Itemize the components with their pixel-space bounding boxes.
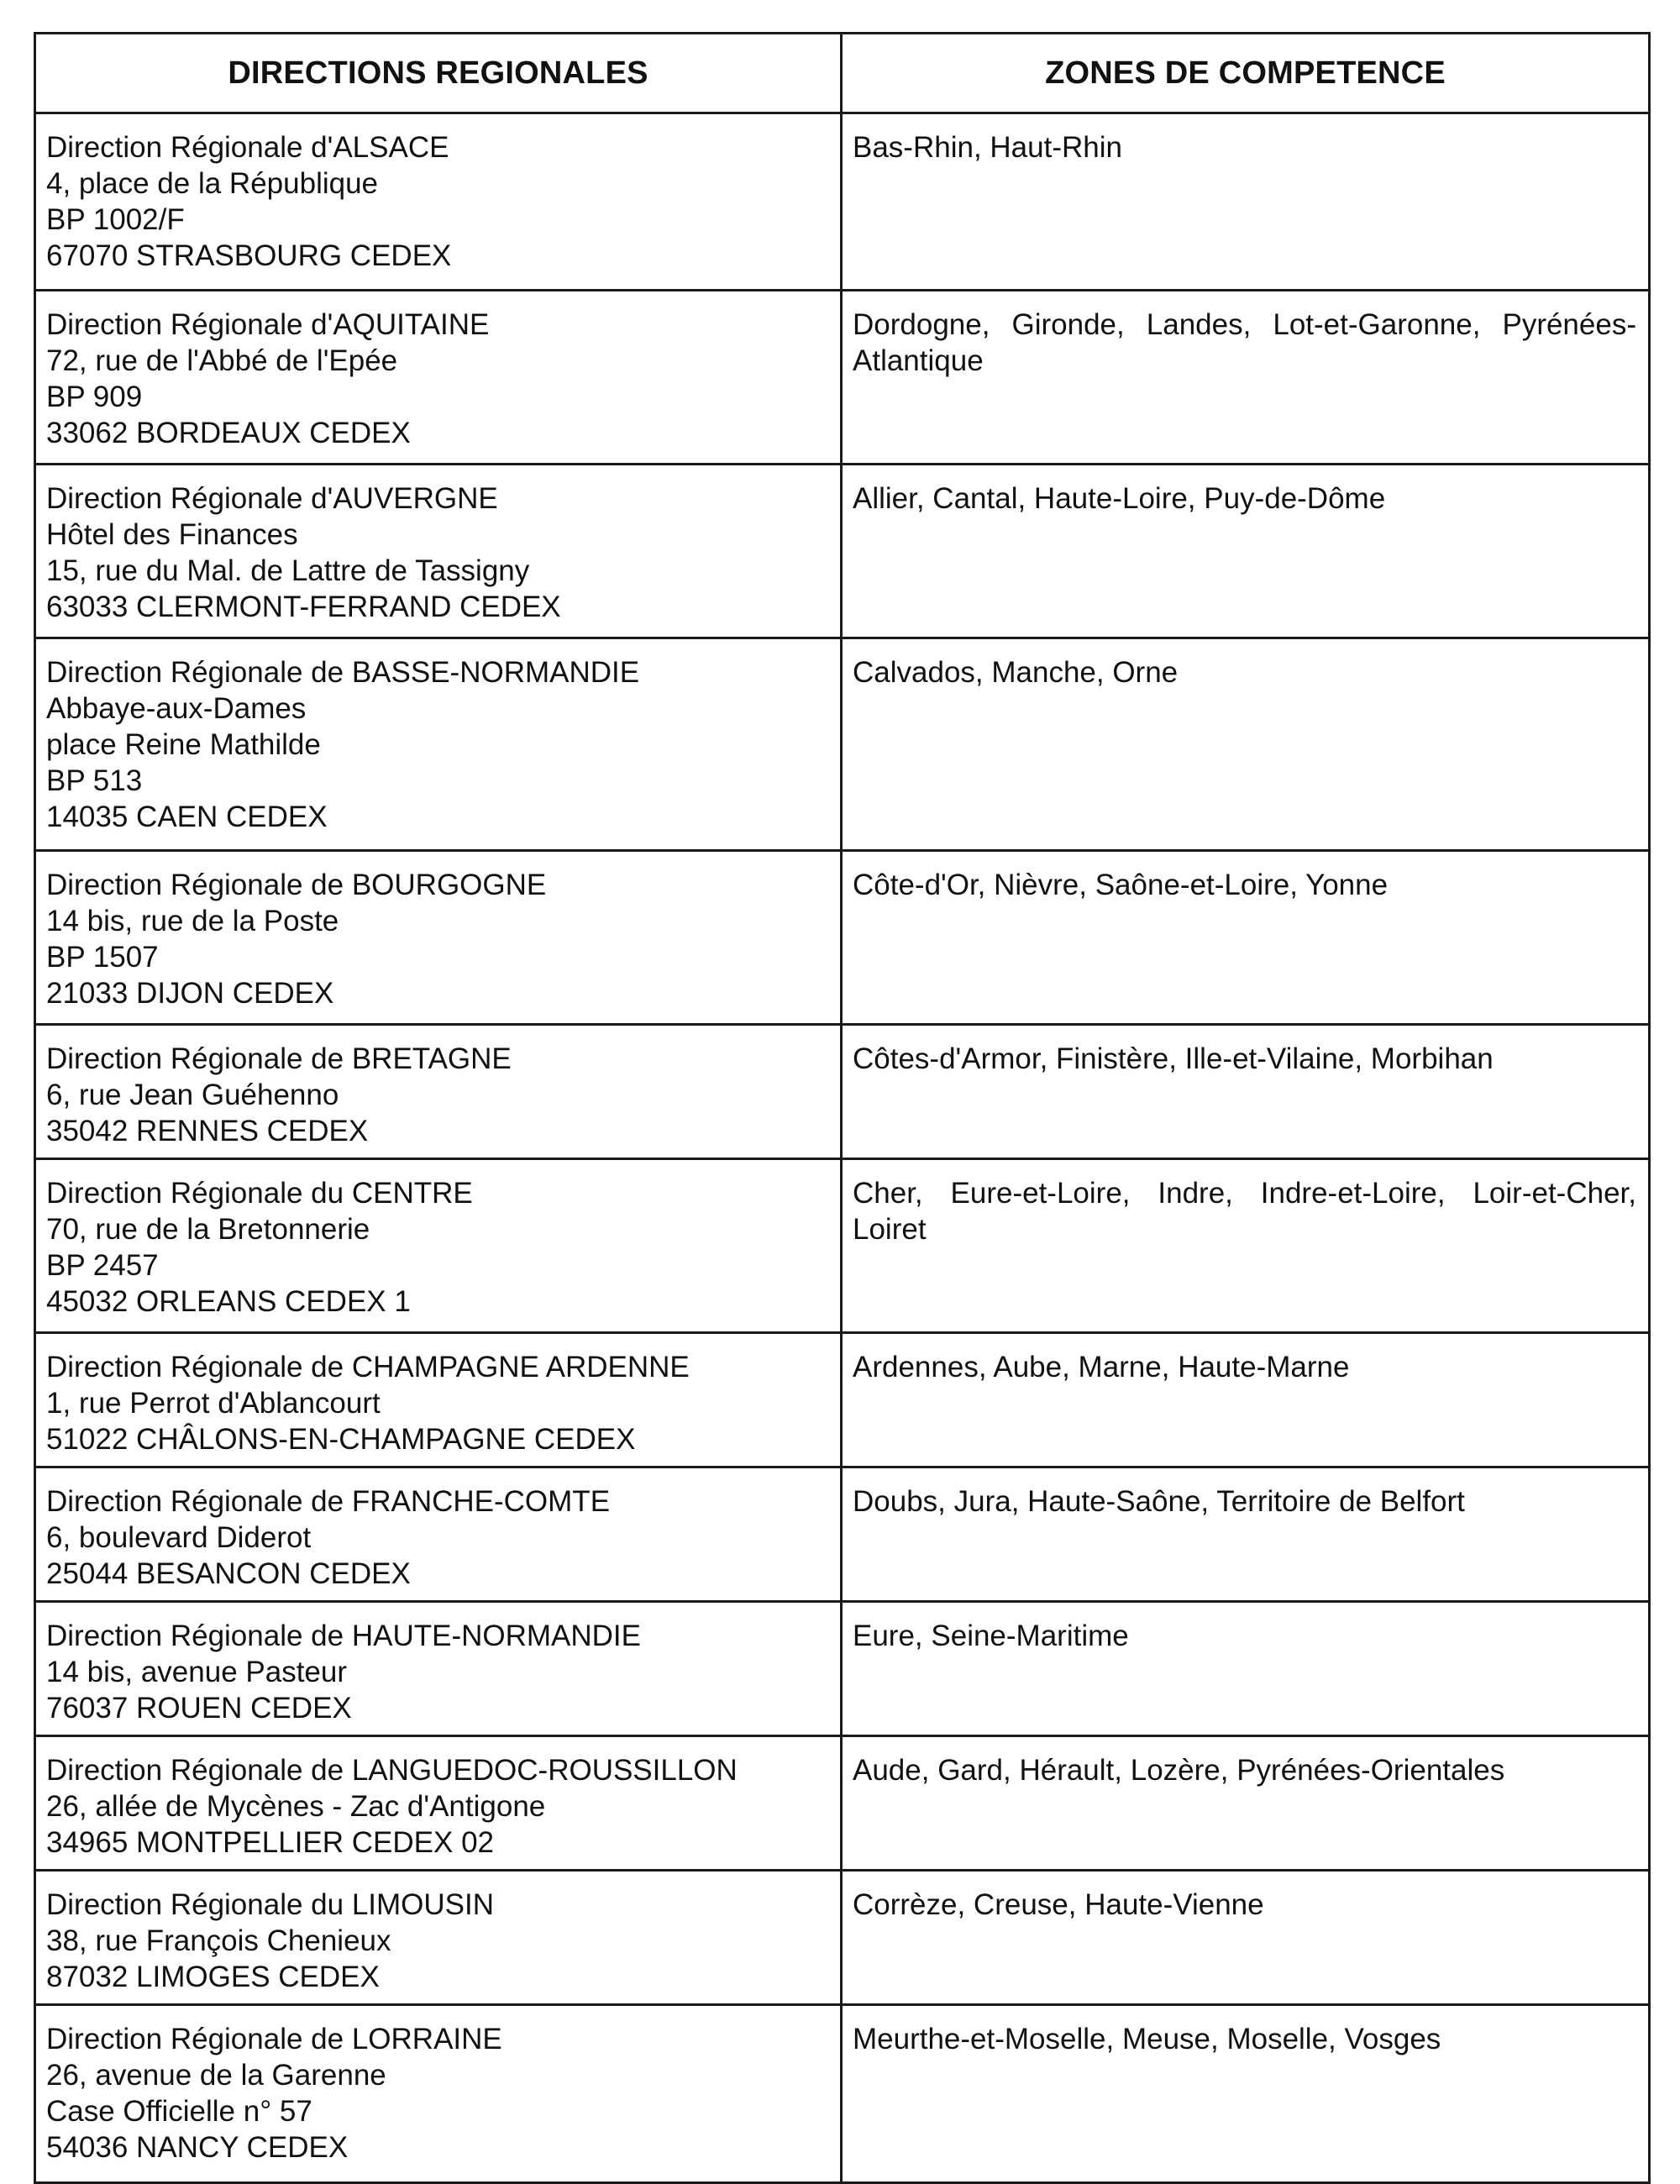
header-directions: DIRECTIONS REGIONALES — [35, 34, 842, 113]
address-line: 38, rue François Chenieux — [46, 1924, 391, 1957]
address-line: 6, boulevard Diderot — [46, 1521, 312, 1554]
zones-text: Meurthe-et-Moselle, Meuse, Moselle, Vosges — [853, 2023, 1441, 2055]
direction-name: Direction Régionale de BRETAGNE — [46, 1042, 512, 1075]
table-row — [35, 638, 1650, 851]
address-line: 14035 CAEN CEDEX — [46, 801, 328, 833]
direction-cell — [35, 291, 842, 465]
zones-text: Allier, Cantal, Haute-Loire, Puy-de-Dôme — [853, 482, 1386, 515]
table-row — [35, 113, 1650, 291]
address-line: Case Officielle n° 57 — [46, 2095, 312, 2128]
header-zones: ZONES DE COMPETENCE — [842, 34, 1650, 113]
address-line: 21033 DIJON CEDEX — [46, 977, 334, 1010]
zones-cell — [842, 1333, 1650, 1467]
address-line: 14 bis, rue de la Poste — [46, 905, 339, 937]
address-line: 70, rue de la Bretonnerie — [46, 1213, 370, 1246]
address-line: 15, rue du Mal. de Lattre de Tassigny — [46, 554, 530, 587]
address-line: 63033 CLERMONT-FERRAND CEDEX — [46, 591, 561, 623]
zones-text: Corrèze, Creuse, Haute-Vienne — [853, 1888, 1264, 1921]
address-line: BP 909 — [46, 381, 143, 413]
zones-cell — [842, 113, 1650, 291]
address-line: 1, rue Perrot d'Ablancourt — [46, 1387, 381, 1420]
table-row — [35, 1159, 1650, 1333]
address-line: 54036 NANCY CEDEX — [46, 2131, 349, 2164]
table-row — [35, 1871, 1650, 2005]
address-line: 76037 ROUEN CEDEX — [46, 1692, 352, 1725]
direction-cell — [35, 1602, 842, 1736]
zones-text: Aude, Gard, Hérault, Lozère, Pyrénées-Orientales — [853, 1754, 1505, 1787]
direction-cell — [35, 1159, 842, 1333]
table-row — [35, 1025, 1650, 1159]
zones-text: Cher, Eure-et-Loire, Indre, Indre-et-Loire, Loir-et-Cher, Loiret — [853, 1177, 1636, 1246]
address-line: 14 bis, avenue Pasteur — [46, 1656, 348, 1688]
address-line: 33062 BORDEAUX CEDEX — [46, 417, 411, 449]
direction-name: Direction Régionale de BOURGOGNE — [46, 869, 547, 901]
zones-text: Eure, Seine-Maritime — [853, 1620, 1129, 1652]
direction-name: Direction Régionale de LORRAINE — [46, 2023, 502, 2055]
address-line: 35042 RENNES CEDEX — [46, 1115, 369, 1147]
address-line: BP 1507 — [46, 941, 159, 974]
direction-name: Direction Régionale de BASSE-NORMANDIE — [46, 656, 640, 689]
table-row — [35, 851, 1650, 1025]
direction-cell — [35, 851, 842, 1025]
address-line: 26, avenue de la Garenne — [46, 2059, 386, 2092]
zones-text: Calvados, Manche, Orne — [853, 656, 1179, 689]
direction-cell — [35, 638, 842, 851]
table-row — [35, 2005, 1650, 2183]
zones-cell — [842, 1602, 1650, 1736]
direction-cell — [35, 2005, 842, 2183]
address-line: 34965 MONTPELLIER CEDEX 02 — [46, 1826, 495, 1859]
table-row — [35, 1333, 1650, 1467]
address-line: 4, place de la République — [46, 167, 379, 200]
zones-cell — [842, 638, 1650, 851]
direction-name: Direction Régionale d'AUVERGNE — [46, 482, 498, 515]
direction-name: Direction Régionale de FRANCHE-COMTE — [46, 1485, 611, 1518]
zones-cell — [842, 1736, 1650, 1871]
zones-text: Ardennes, Aube, Marne, Haute-Marne — [853, 1351, 1350, 1383]
zones-text: Dordogne, Gironde, Landes, Lot-et-Garonne, Pyrénées-Atlantique — [853, 308, 1636, 377]
zones-cell — [842, 1871, 1650, 2005]
table-body — [35, 113, 1650, 2183]
direction-name: Direction Régionale d'ALSACE — [46, 131, 449, 164]
address-line: Abbaye-aux-Dames — [46, 692, 307, 725]
address-line: 87032 LIMOGES CEDEX — [46, 1961, 380, 1993]
address-line: 26, allée de Mycènes - Zac d'Antigone — [46, 1790, 546, 1823]
direction-cell — [35, 1333, 842, 1467]
table-row — [35, 1736, 1650, 1871]
direction-cell — [35, 465, 842, 638]
header-row — [35, 34, 1650, 113]
address-line: 25044 BESANCON CEDEX — [46, 1557, 411, 1590]
direction-name: Direction Régionale du CENTRE — [46, 1177, 473, 1210]
direction-cell — [35, 1467, 842, 1602]
table-row — [35, 1467, 1650, 1602]
zones-cell — [842, 1467, 1650, 1602]
address-line: 67070 STRASBOURG CEDEX — [46, 239, 452, 272]
address-line: Hôtel des Finances — [46, 518, 298, 551]
zones-cell — [842, 291, 1650, 465]
address-line: 72, rue de l'Abbé de l'Epée — [46, 344, 398, 377]
table-row — [35, 1602, 1650, 1736]
direction-name: Direction Régionale du LIMOUSIN — [46, 1888, 495, 1921]
direction-name: Direction Régionale d'AQUITAINE — [46, 308, 490, 341]
address-line: BP 513 — [46, 764, 143, 797]
address-line: BP 2457 — [46, 1249, 159, 1282]
direction-cell — [35, 113, 842, 291]
directions-table — [34, 32, 1651, 2184]
address-line: 6, rue Jean Guéhenno — [46, 1079, 339, 1111]
direction-cell — [35, 1871, 842, 2005]
zones-text: Bas-Rhin, Haut-Rhin — [853, 131, 1122, 164]
address-line: BP 1002/F — [46, 203, 185, 236]
address-line: 51022 CHÂLONS-EN-CHAMPAGNE CEDEX — [46, 1423, 636, 1456]
address-line: place Reine Mathilde — [46, 728, 321, 761]
zones-text: Côtes-d'Armor, Finistère, Ille-et-Vilaine, Morbihan — [853, 1042, 1494, 1075]
zones-cell — [842, 2005, 1650, 2183]
table-row — [35, 291, 1650, 465]
table-row — [35, 465, 1650, 638]
zones-cell — [842, 1159, 1650, 1333]
direction-name: Direction Régionale de CHAMPAGNE ARDENNE — [46, 1351, 690, 1383]
address-line: 45032 ORLEANS CEDEX 1 — [46, 1285, 411, 1318]
zones-text: Côte-d'Or, Nièvre, Saône-et-Loire, Yonne — [853, 869, 1389, 901]
direction-name: Direction Régionale de HAUTE-NORMANDIE — [46, 1620, 641, 1652]
direction-name: Direction Régionale de LANGUEDOC-ROUSSILLON — [46, 1754, 738, 1787]
zones-cell — [842, 851, 1650, 1025]
direction-cell — [35, 1736, 842, 1871]
zones-cell — [842, 1025, 1650, 1159]
direction-cell — [35, 1025, 842, 1159]
zones-cell — [842, 465, 1650, 638]
zones-text: Doubs, Jura, Haute-Saône, Territoire de Belfort — [853, 1485, 1465, 1518]
